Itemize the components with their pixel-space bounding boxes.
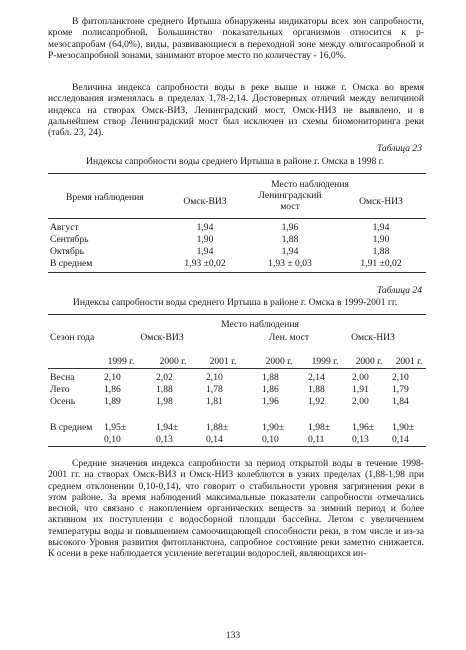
table-24-group-header: Место наблюдения [221, 319, 299, 330]
table-cell: 1,88 [262, 372, 279, 383]
row-label: Август [50, 222, 79, 233]
table-cell: 0,13 [156, 434, 173, 445]
table-24-group-2: Лен. мост [268, 332, 310, 343]
table-cell: 1,88± [206, 422, 229, 433]
table-cell: 2,10 [206, 372, 223, 383]
table-cell: 1,81 [206, 396, 223, 407]
table-23-col-3: Омск-НИЗ [359, 196, 403, 207]
table-23-group-header: Место наблюдения [271, 179, 349, 190]
table-cell: 0,14 [206, 434, 223, 445]
table-cell: 1,91 ±0,02 [360, 258, 402, 269]
table-23-number: Таблица 23 [376, 143, 422, 154]
table-23-header-rule [48, 218, 426, 219]
table-cell: 2,14 [308, 372, 325, 383]
table-cell: 1,93 ±0,02 [184, 258, 226, 269]
table-cell: 1,94 [372, 222, 390, 233]
year-header: 1999 г. [107, 356, 135, 367]
page-number: 133 [225, 630, 241, 641]
table-cell: 1,94± [156, 422, 179, 433]
row-label: Октябрь [50, 246, 84, 257]
table-cell: 1,94 [196, 246, 214, 257]
table-23-bottom-rule [48, 272, 426, 273]
table-24-header-rule [48, 368, 426, 369]
table-cell: 1,88 [281, 234, 299, 245]
table-23-top-rule [48, 173, 426, 174]
table-cell: 2,10 [104, 372, 121, 383]
table-cell: 1,92 [308, 396, 325, 407]
table-cell: 0,10 [262, 434, 279, 445]
paragraph-1: В фитопланктоне среднего Иртыша обнаружены индикаторы всех зон сапробности, кроме полисапробной. Большинство показательных организмов относится к р-мезосапробам (64,0%), виды, развивающиеся в переходной зоне между олигосапробной и Р-мезосапробной зонами, занимают второе место по количеству - 16,0%. [48, 16, 424, 61]
year-header: 2000 г. [355, 356, 383, 367]
table-cell: 1,84 [392, 396, 409, 407]
year-header: 1999 г. [311, 356, 339, 367]
table-cell: 1,88 [156, 384, 173, 395]
table-cell: 1,90 [196, 234, 214, 245]
table-24-top-rule [48, 314, 426, 315]
table-24-group-1: Омск-ВИЗ [140, 332, 184, 343]
table-cell: 0,10 [104, 434, 121, 445]
table-cell: 1,94 [196, 222, 214, 233]
table-cell: 1,90± [262, 422, 285, 433]
row-label: Лето [50, 384, 70, 395]
year-header: 2000 г. [159, 356, 187, 367]
table-cell: 1,96 [262, 396, 279, 407]
table-cell: 1,90 [372, 234, 390, 245]
table-cell: 1,90± [392, 422, 415, 433]
table-cell: 1,96± [352, 422, 375, 433]
table-cell: 1,93 ± 0,03 [268, 258, 312, 269]
paragraph-3: Средние значения индекса сапробности за период открытой воды в течение 1998-2001 гг. на створах Омск-ВИЗ и Омск-НИЗ колеблются в узких пределах (1,88-1,98 при среднем отклонении 0,10-0,14), что говорит о стабильности уровня загрязнения реки в этом районе. За время наблюдений максимальные показатели сапробности отмечались весной, что связано с накоплением органических веществ за зимний период и более активном их поступлении с водосборной площади бассейна. Летом с увеличением температуры воды и повышением самоочищающей способности реки, в том числе и из-за высокого Уровня развития фитопланктона, сапробное состояние реки заметно снижается. К осени в реке наблюдается усиление вегетации водорослей, являющихся ин- [48, 458, 424, 560]
table-cell: 1,95± [104, 422, 127, 433]
table-cell: 1,89 [104, 396, 121, 407]
row-label: Сентябрь [50, 234, 89, 245]
table-23-row-header: Время наблюдения [66, 192, 144, 203]
table-cell: 2,00 [352, 372, 369, 383]
year-header: 2001 г. [209, 356, 237, 367]
table-24-bottom-rule [48, 446, 426, 447]
table-cell: 2,02 [156, 372, 173, 383]
table-24-number: Таблица 24 [376, 285, 422, 296]
table-cell: 1,94 [281, 246, 299, 257]
table-cell: 1,88 [308, 384, 325, 395]
table-23-caption: Индексы сапробности воды среднего Иртыша в районе г. Омска в 1998 г. [86, 156, 384, 167]
table-cell: 1,91 [352, 384, 369, 395]
table-24-caption: Индексы сапробности воды среднего Иртыша в районе г. Омска в 1999-2001 гг. [72, 297, 398, 308]
row-label: Осень [50, 396, 76, 407]
table-cell: 1,88 [372, 246, 390, 257]
row-label: В среднем [50, 422, 93, 433]
table-24-group-3: Омск-НИЗ [351, 332, 395, 343]
table-cell: 1,96 [281, 222, 299, 233]
table-cell: 0,11 [308, 434, 325, 445]
row-label: Весна [50, 372, 75, 383]
paragraph-2: Величина индекса сапробности воды в реке выше и ниже г. Омска во время исследования изменялась в пределах 1,78-2,14. Достоверных отличий между величиной индекса на створах Омск-ВИЗ, Ленинградский мост, Омск-НИЗ не выявлено, и в дальнейшем створ Ленинградский мост был исключен из схемы биомониторинга реки (табл. 23, 24). [48, 82, 424, 139]
table-cell: 1,98 [156, 396, 173, 407]
year-header: 2000 г. [265, 356, 293, 367]
table-cell: 1,79 [392, 384, 409, 395]
year-header: 2001 г. [395, 356, 423, 367]
table-23-col-1: Омск-ВИЗ [183, 196, 227, 207]
table-cell: 1,86 [104, 384, 121, 395]
table-cell: 2,00 [352, 396, 369, 407]
table-cell: 0,14 [392, 434, 409, 445]
table-cell: 2,10 [392, 372, 409, 383]
table-cell: 1,78 [206, 384, 223, 395]
table-cell: 1,98± [308, 422, 331, 433]
row-label: В среднем [50, 258, 93, 269]
table-24-row-header: Сезон года [50, 332, 95, 343]
table-cell: 0,13 [352, 434, 369, 445]
table-23-col-2: Ленинградский мост [258, 190, 322, 213]
table-cell: 1,86 [262, 384, 279, 395]
